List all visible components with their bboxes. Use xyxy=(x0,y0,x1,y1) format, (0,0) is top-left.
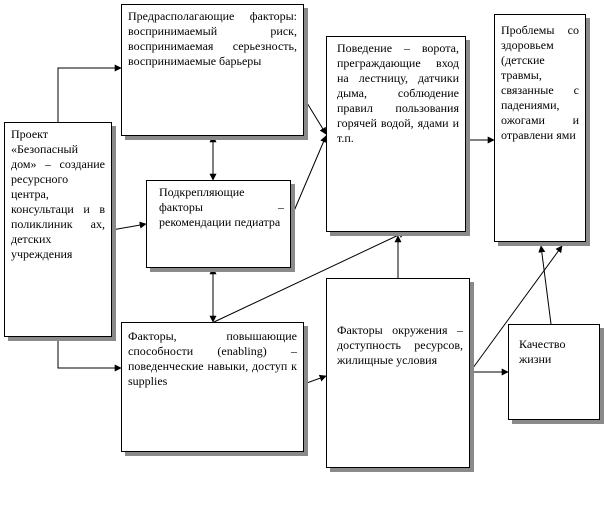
enabling-factors-text: Факторы, повышающие способности (enabling) – поведенческие навыки, доступ к supplies xyxy=(128,329,297,388)
arrow-quality-to-health xyxy=(541,246,551,324)
arrow-project-to-enabling xyxy=(58,337,121,368)
quality-of-life-text: Качество жизни xyxy=(519,337,566,366)
health-problems-text: Проблемы со здоровьем (детские травмы, связанные с падениями, ожогами и отравлени ями xyxy=(501,23,579,142)
project-text: Проект «Безопасный дом» – создание ресурсного центра, консультаци и в поликлиник ах, детских учреждения xyxy=(11,127,105,261)
box-project xyxy=(4,122,112,337)
arrow-project-to-predisposing xyxy=(58,68,121,122)
environment-factors-text: Факторы окружения – доступность ресурсов, жилищные условия xyxy=(337,323,463,367)
arrow-predisposing-to-behavior xyxy=(304,98,326,134)
reinforcing-factors-text: Подкрепляющие факторы – рекомендации педиатра xyxy=(159,185,284,229)
predisposing-factors-text: Предрасполагающие факторы: воспринимаемый риск, воспринимаемая серьезность, воспринимаемые барьеры xyxy=(128,9,297,68)
arrow-project-to-reinforcing xyxy=(112,224,146,230)
arrow-enabling-to-environment xyxy=(304,376,326,384)
box-reinforcing-factors xyxy=(146,180,291,268)
arrow-reinforcing-to-behavior xyxy=(291,136,326,218)
box-health-problems xyxy=(494,14,586,242)
box-quality-of-life xyxy=(508,324,600,420)
box-enabling-factors xyxy=(121,322,304,452)
box-predisposing-factors xyxy=(121,4,304,136)
box-environment-factors xyxy=(326,278,470,468)
behavior-text: Поведение – ворота, преграждающие вход на лестницу, датчики дыма, соблюдение правил пользования горячей водой, ядами и т.п. xyxy=(337,41,459,145)
box-behavior xyxy=(326,36,466,232)
